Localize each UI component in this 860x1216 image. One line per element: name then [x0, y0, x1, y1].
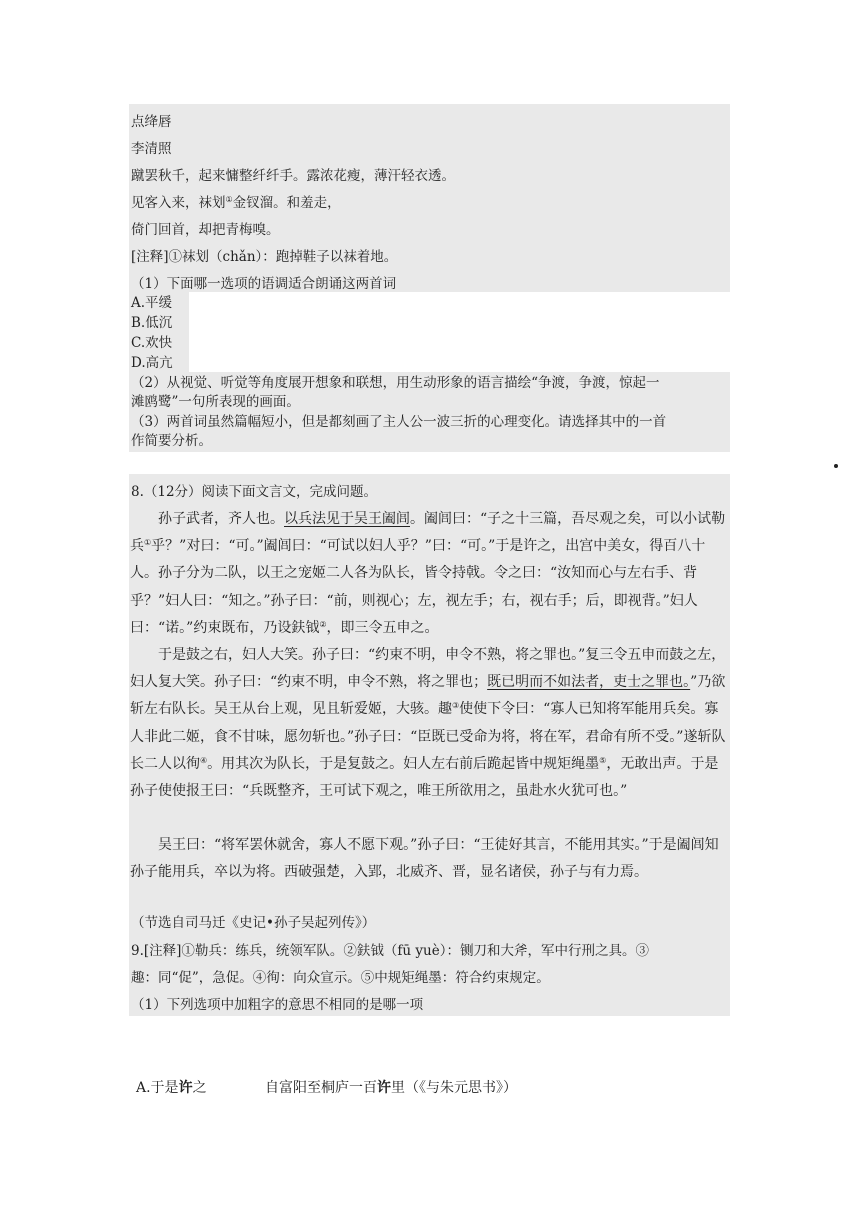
notes-line-2: 趣：同“促”，急促。④徇：向众宣示。⑤中规矩绳墨：符合约束规定。 — [131, 970, 550, 986]
stray-dot — [834, 464, 838, 468]
underlined-sentence-2: 既已明而不如法者，吏士之罪也。 — [487, 674, 691, 691]
poem-title: 点绛唇 — [131, 114, 172, 130]
question7-1: （1）下面哪一选项的语调适合朗诵这两首词 — [131, 276, 397, 292]
question8-heading: 8.（12分）阅读下面文言文，完成问题。 — [131, 484, 378, 500]
option-a-right: 自富阳至桐庐一百许里（《与朱元思书》） — [265, 1080, 517, 1096]
passage-paragraph-3: 吴王曰：“将军罢休就舍，寡人不愿下观。”孙子曰：“王徒好其言，不能用其实。”于是阖闾知孙子能用兵，卒以为将。西破强楚，入郢，北威齐、晋，显名诸侯，孙子与有力焉。 — [130, 837, 719, 881]
poem-line-3: 倚门回首，却把青梅嗅。 — [131, 222, 280, 238]
poem-note: [注释]①袜划（chǎn）：跑掉鞋子以袜着地。 — [131, 249, 398, 265]
option-b: B.低沉 — [131, 315, 173, 331]
underlined-sentence-1: 以兵法见于吴王阖闾 — [284, 511, 410, 527]
question7-3-line2: 作简要分析。 — [131, 433, 212, 449]
option-a-left: A.于是许之 — [136, 1080, 207, 1096]
passage-paragraph-1: 孙子武者，齐人也。以兵法见于吴王阖闾。阖闾曰：“子之十三篇，吾尽观之矣，可以小试勒兵①乎？”对曰：“可。”阖闾曰：“可试以妇人乎？”曰：“可。”于是许之，出宫中美女，得百八十人。孙子分为二队，以王之宠姬二人各为队长，皆令持戟。令之曰：“汝知而心与左右手、背乎？”妇人曰：“知之。”孙子曰：“前，则视心；左，视左手；右，视右手；后，即视背。”妇人曰：“诺。”约束既布，乃设鈇钺②，即三令五申之。 — [130, 511, 726, 636]
passage-source: （节选自司马迁《史记•孙子吴起列传》） — [131, 915, 376, 931]
notes-line-1: 9.[注释]①勒兵：练兵，统领军队。②鈇钺（fū yuè）：铡刀和大斧，军中行刑之具。③ — [131, 943, 649, 959]
poem-line-1: 蹴罢秋千，起来慵整纤纤手。露浓花瘦，薄汗轻衣透。 — [131, 168, 455, 184]
question7-3-line1: （3）两首词虽然篇幅短小，但是都刻画了主人公一波三折的心理变化。请选择其中的一首 — [131, 414, 667, 430]
option-a: A.平缓 — [131, 295, 173, 311]
passage-paragraph-2: 于是鼓之右，妇人大笑。孙子曰：“约束不明，申令不熟，将之罪也。”复三令五申而鼓之左，妇人复大笑。孙子曰：“约束不明，申令不熟，将之罪也；既已明而不如法者，吏士之罪也。”乃欲斩左右队长。吴王从台上观，见且斩爱姬，大骇。趣③使使下令曰：“寡人已知将军能用兵矣。寡人非此二姬，食不甘味，愿勿斩也。”孙子曰：“臣既已受命为将，将在军，君命有所不受。”遂斩队长二人以徇④。用其次为队长，于是复鼓之。妇人左右前后跪起皆中规矩绳墨⑤，无敢出声。于是孙子使使报王曰：“兵既整齐，王可试下观之，唯王所欲用之，虽赴水火犹可也。” — [130, 647, 726, 800]
poem-author: 李清照 — [131, 141, 172, 157]
poem-line-2: 见客入来，袜划①金钗溜。和羞走， — [131, 195, 341, 211]
question7-2-line1: （2）从视觉、听觉等角度展开想象和联想，用生动形象的语言描绘“争渡，争渡，惊起一 — [131, 375, 660, 391]
option-d: D.高亢 — [131, 355, 173, 371]
question7-2-line2: 滩鸥鹭”一句所表现的画面。 — [131, 394, 300, 410]
option-c: C.欢快 — [131, 335, 173, 351]
question9-1: （1）下列选项中加粗字的意思不相同的是哪一项 — [131, 997, 424, 1013]
